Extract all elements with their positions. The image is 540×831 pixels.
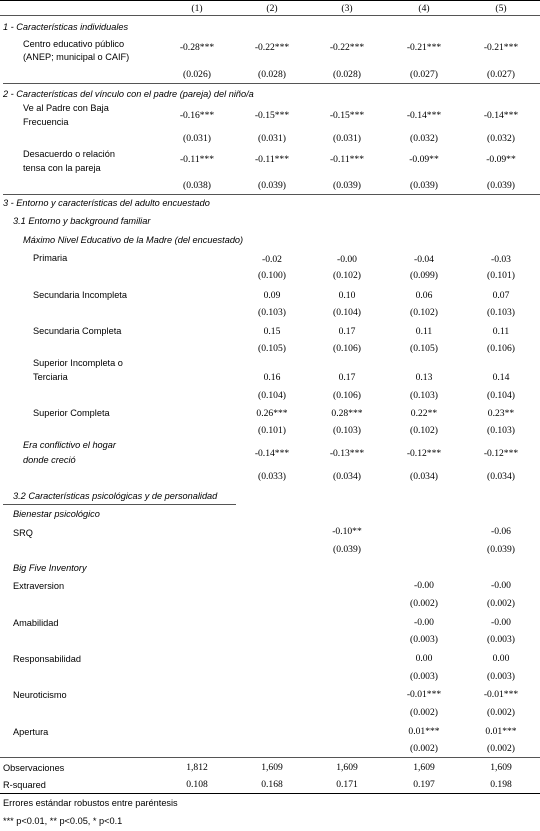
desac-se-5: (0.039) [487, 180, 515, 191]
section-3-2-subtitle-2: Big Five Inventory [13, 563, 87, 573]
obs-val-3: 1,609 [336, 762, 358, 773]
centro-coef-4: -0.21*** [406, 42, 442, 53]
sec-inc-se-3: (0.104) [333, 307, 361, 318]
col-header-3: (3) [341, 3, 353, 14]
section-2-title: 2 - Características del vínculo con el padre (pareja) del niño/a [3, 89, 254, 99]
desac-coef-3: -0.11*** [329, 154, 365, 165]
col-header-2: (2) [266, 3, 278, 14]
extra-coef-4: -0.00 [414, 580, 434, 591]
row-label-desacuerdo-1: Desacuerdo o relación [23, 149, 115, 159]
sec-inc-coef-5: 0.07 [492, 290, 510, 301]
desac-coef-4: -0.09** [409, 154, 439, 165]
conflict-se-2: (0.033) [258, 471, 286, 482]
padre-se-3: (0.031) [333, 133, 361, 144]
conflict-se-5: (0.034) [487, 471, 515, 482]
obs-val-1: 1,812 [186, 762, 208, 773]
row-label-secundaria-completa: Secundaria Completa [33, 326, 122, 336]
header-rule [0, 15, 540, 16]
section-3-2-rule [3, 504, 236, 505]
row-label-conflictivo-2: donde creció [23, 455, 76, 465]
row-label-apertura: Apertura [13, 727, 49, 737]
centro-coef-2: -0.22*** [254, 42, 290, 53]
resp-se-4: (0.003) [410, 671, 438, 682]
extra-se-4: (0.002) [410, 598, 438, 609]
sec-inc-coef-2: 0.09 [263, 290, 281, 301]
note-standard-errors: Errores estándar robustos entre paréntesis [3, 798, 178, 808]
padre-coef-1: -0.16*** [179, 110, 215, 121]
sec-inc-se-4: (0.102) [410, 307, 438, 318]
primaria-coef-4: -0.04 [414, 254, 434, 265]
padre-coef-2: -0.15*** [254, 110, 290, 121]
obs-val-5: 1,609 [490, 762, 512, 773]
stats-label-observaciones: Observaciones [3, 763, 65, 773]
row-label-extraversion: Extraversion [13, 581, 65, 591]
resp-se-5: (0.003) [487, 671, 515, 682]
sec-comp-coef-4: 0.11 [415, 326, 433, 337]
row-label-padre-2: Frecuencia [23, 117, 69, 127]
col-header-5: (5) [495, 3, 507, 14]
conflict-se-3: (0.034) [333, 471, 361, 482]
apert-se-4: (0.002) [410, 743, 438, 754]
stats-label-r-squared: R-squared [3, 780, 46, 790]
padre-se-1: (0.031) [183, 133, 211, 144]
centro-se-1: (0.026) [183, 69, 211, 80]
r2-val-5: 0.198 [490, 779, 512, 790]
sup-comp-coef-2: 0.26*** [256, 408, 288, 419]
sec-comp-se-3: (0.106) [333, 343, 361, 354]
section-3-2-title: 3.2 Características psicológicas y de personalidad [13, 491, 218, 501]
padre-coef-4: -0.14*** [406, 110, 442, 121]
apert-coef-4: 0.01*** [408, 726, 440, 737]
desac-se-3: (0.039) [333, 180, 361, 191]
sec-inc-coef-4: 0.06 [415, 290, 433, 301]
primaria-se-3: (0.102) [333, 270, 361, 281]
resp-coef-5: 0.00 [492, 653, 510, 664]
row-label-centro-2: (ANEP; municipal o CAIF) [23, 52, 130, 62]
desac-coef-5: -0.09** [486, 154, 516, 165]
sup-comp-coef-4: 0.22** [410, 408, 438, 419]
section-3-title: 3 - Entorno y características del adulto encuestado [3, 198, 210, 208]
sup-inc-coef-4: 0.13 [415, 372, 433, 383]
sup-inc-se-4: (0.103) [410, 390, 438, 401]
desac-se-1: (0.038) [183, 180, 211, 191]
row-label-secundaria-incompleta: Secundaria Incompleta [33, 290, 127, 300]
obs-val-4: 1,609 [413, 762, 435, 773]
row-label-amabilidad: Amabilidad [13, 618, 59, 628]
top-rule [0, 0, 540, 1]
conflict-se-4: (0.034) [410, 471, 438, 482]
centro-se-5: (0.027) [487, 69, 515, 80]
sec-comp-coef-2: 0.15 [263, 326, 281, 337]
amab-coef-5: -0.00 [491, 617, 511, 628]
amab-coef-4: -0.00 [414, 617, 434, 628]
sup-comp-se-4: (0.102) [410, 425, 438, 436]
padre-se-5: (0.032) [487, 133, 515, 144]
sup-comp-se-3: (0.103) [333, 425, 361, 436]
row-label-neuroticismo: Neuroticismo [13, 690, 67, 700]
sup-inc-coef-2: 0.16 [263, 372, 281, 383]
centro-se-2: (0.028) [258, 69, 286, 80]
srq-coef-3: -0.10** [332, 526, 362, 537]
apert-coef-5: 0.01*** [485, 726, 517, 737]
sup-inc-coef-3: 0.17 [338, 372, 356, 383]
row-label-padre-1: Ve al Padre con Baja [23, 103, 109, 113]
row-label-centro-1: Centro educativo público [23, 39, 125, 49]
neuro-coef-5: -0.01*** [483, 689, 519, 700]
amab-se-5: (0.003) [487, 634, 515, 645]
col-header-1: (1) [191, 3, 203, 14]
sup-comp-se-2: (0.101) [258, 425, 286, 436]
desac-coef-1: -0.11*** [179, 154, 215, 165]
obs-val-2: 1,609 [261, 762, 283, 773]
conflict-coef-3: -0.13*** [329, 448, 365, 459]
srq-coef-5: -0.06 [491, 526, 511, 537]
primaria-coef-2: -0.02 [262, 254, 282, 265]
sec-comp-se-4: (0.105) [410, 343, 438, 354]
padre-se-4: (0.032) [410, 133, 438, 144]
col-header-4: (4) [418, 3, 430, 14]
row-label-superior-incompleta-2: Terciaria [33, 372, 68, 382]
conflict-coef-5: -0.12*** [483, 448, 519, 459]
r2-val-4: 0.197 [413, 779, 435, 790]
row-label-primaria: Primaria [33, 253, 68, 263]
sup-inc-se-3: (0.106) [333, 390, 361, 401]
sec-inc-se-5: (0.103) [487, 307, 515, 318]
primaria-coef-3: -0.00 [337, 254, 357, 265]
centro-coef-5: -0.21*** [483, 42, 519, 53]
padre-coef-5: -0.14*** [483, 110, 519, 121]
centro-coef-1: -0.28*** [179, 42, 215, 53]
resp-coef-4: 0.00 [415, 653, 433, 664]
rule-before-stats [0, 757, 540, 758]
desac-se-2: (0.039) [258, 180, 286, 191]
neuro-se-5: (0.002) [487, 707, 515, 718]
sec-inc-coef-3: 0.10 [338, 290, 356, 301]
section-3-2-subtitle-1: Bienestar psicológico [13, 509, 100, 519]
section-3-1-subtitle: Máximo Nivel Educativo de la Madre (del encuestado) [23, 235, 244, 245]
desac-coef-2: -0.11*** [254, 154, 290, 165]
r2-val-3: 0.171 [336, 779, 358, 790]
row-label-desacuerdo-2: tensa con la pareja [23, 163, 101, 173]
row-label-superior-completa: Superior Completa [33, 408, 110, 418]
centro-se-4: (0.027) [410, 69, 438, 80]
sup-comp-se-5: (0.103) [487, 425, 515, 436]
desac-se-4: (0.039) [410, 180, 438, 191]
primaria-se-4: (0.099) [410, 270, 438, 281]
centro-coef-3: -0.22*** [329, 42, 365, 53]
row-label-conflictivo-1: Era conflictivo el hogar [23, 440, 116, 450]
neuro-coef-4: -0.01*** [406, 689, 442, 700]
section-3-1-title: 3.1 Entorno y background familiar [13, 216, 151, 226]
rule-after-section-1 [3, 83, 540, 84]
apert-se-5: (0.002) [487, 743, 515, 754]
primaria-se-5: (0.101) [487, 270, 515, 281]
r2-val-2: 0.168 [261, 779, 283, 790]
bottom-rule [0, 793, 540, 794]
extra-coef-5: -0.00 [491, 580, 511, 591]
primaria-coef-5: -0.03 [491, 254, 511, 265]
sec-comp-se-5: (0.106) [487, 343, 515, 354]
neuro-se-4: (0.002) [410, 707, 438, 718]
note-significance: *** p<0.01, ** p<0.05, * p<0.1 [3, 816, 123, 826]
padre-se-2: (0.031) [258, 133, 286, 144]
sec-inc-se-2: (0.103) [258, 307, 286, 318]
row-label-responsabilidad: Responsabilidad [13, 654, 81, 664]
centro-se-3: (0.028) [333, 69, 361, 80]
row-label-srq: SRQ [13, 528, 33, 538]
sup-comp-coef-3: 0.28*** [331, 408, 363, 419]
srq-se-3: (0.039) [333, 544, 361, 555]
r2-val-1: 0.108 [186, 779, 208, 790]
sec-comp-coef-5: 0.11 [492, 326, 510, 337]
rule-after-section-2 [3, 194, 540, 195]
section-1-title: 1 - Características individuales [3, 22, 129, 32]
conflict-coef-4: -0.12*** [406, 448, 442, 459]
primaria-se-2: (0.100) [258, 270, 286, 281]
sec-comp-coef-3: 0.17 [338, 326, 356, 337]
conflict-coef-2: -0.14*** [254, 448, 290, 459]
sup-inc-se-5: (0.104) [487, 390, 515, 401]
amab-se-4: (0.003) [410, 634, 438, 645]
sec-comp-se-2: (0.105) [258, 343, 286, 354]
row-label-superior-incompleta-1: Superior Incompleta o [33, 358, 123, 368]
sup-comp-coef-5: 0.23** [487, 408, 515, 419]
extra-se-5: (0.002) [487, 598, 515, 609]
padre-coef-3: -0.15*** [329, 110, 365, 121]
sup-inc-se-2: (0.104) [258, 390, 286, 401]
srq-se-5: (0.039) [487, 544, 515, 555]
sup-inc-coef-5: 0.14 [492, 372, 510, 383]
